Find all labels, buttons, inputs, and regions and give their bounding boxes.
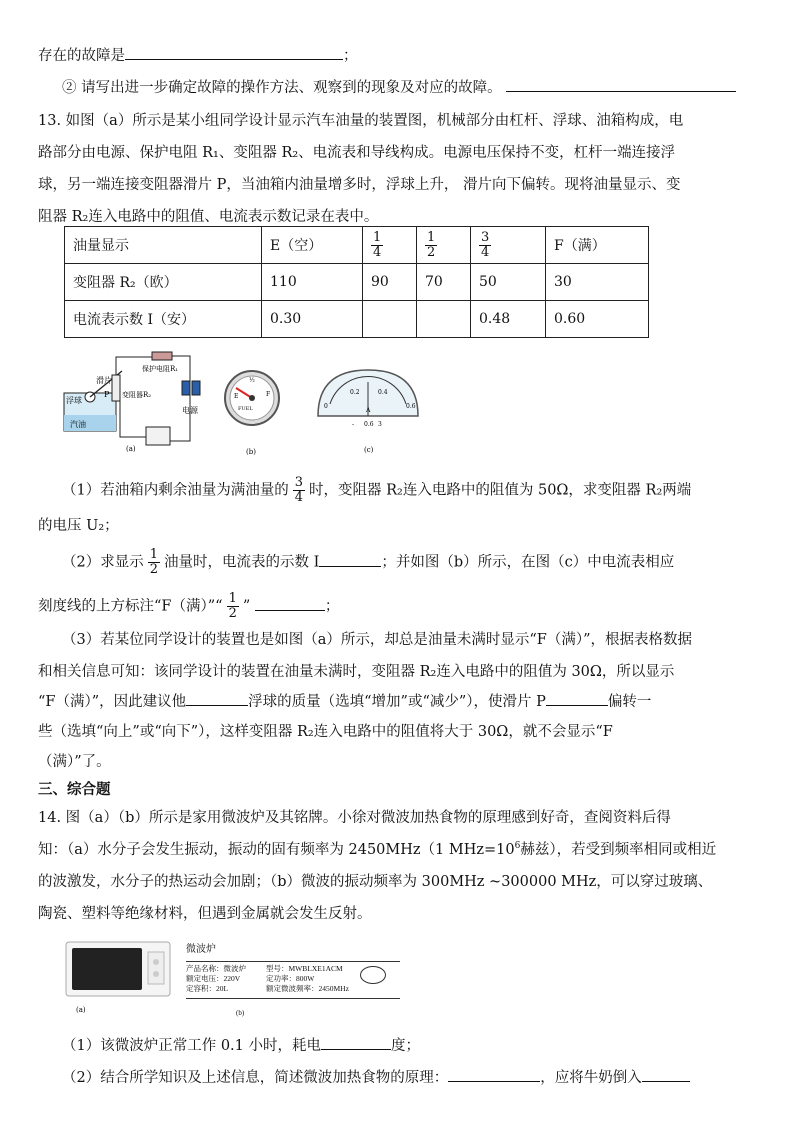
table-cell[interactable] — [363, 301, 417, 338]
question-13-part-3: 些（选填“向上”或“向下”），这样变阻器 R₂连入电路中的阻值将大于 30Ω，就不会显示“F — [38, 724, 613, 740]
answer-blank[interactable] — [642, 1066, 690, 1082]
figure-b-label: ½ — [249, 377, 255, 384]
table-cell: 0.30 — [262, 301, 363, 338]
nameplate-body: 产品名称：微波炉 型号：MWBLXE1ACM 额定电压：220V 定功率：800W 定容积：20L 额定微波频率：2450MHz — [186, 961, 400, 998]
table-cell: 110 — [262, 264, 363, 301]
question-13-part-3: 和相关信息可知：该同学设计的装置在油量未满时，变阻器 R₂连入电路中的阻值为 30Ω，所以显示 — [38, 664, 675, 680]
table-cell: 电流表示数 I（安） — [65, 301, 262, 338]
answer-blank[interactable] — [319, 551, 381, 567]
question-14-line: 知：（a）水分子会发生振动，振动的固有频率为 2450MHz（1 $MHz=10^6$赫兹），若受到频率相同或相近 — [38, 841, 717, 858]
table-row — [65, 264, 649, 301]
figure-c-label: 0.2 — [350, 389, 360, 396]
table-cell: 0.60 — [546, 301, 649, 338]
nameplate-title: 微波炉 — [186, 944, 216, 955]
question-13-line: 路部分由电源、保护电阻 R₁、变阻器 R₂、电流表和导线构成。电源电压保持不变，杠杆一端连接浮 — [38, 145, 676, 161]
table-cell[interactable] — [417, 301, 471, 338]
figure-c-label: 0 — [324, 403, 328, 410]
figure-b-fuel-gauge — [222, 358, 282, 458]
section-heading: 三、综合题 — [38, 782, 111, 798]
question-13-part-1: （1）若油箱内剩余油量为满油量的 $\frac{3}{4}$ 时，变阻器 R₂连入电路中的阻值为 50Ω，求变阻器 R₂两端 — [62, 475, 692, 505]
figure-b-label: E — [234, 393, 239, 400]
figure-b-label: (b) — [246, 448, 256, 456]
answer-blank[interactable] — [321, 1034, 391, 1050]
text-line: 存在的故障是 ； — [38, 44, 358, 65]
question-14-part-2: （2）结合所学知识及上述信息，简述微波加热食物的原理： ，应将牛奶倒入 — [62, 1066, 690, 1087]
figure-b-label: FUEL — [238, 406, 253, 412]
microwave-nameplate — [186, 940, 400, 1018]
table-cell: $\frac{3}{4}$ — [471, 227, 546, 264]
question-13-line: 球，另一端连接变阻器滑片 P，当油箱内油量增多时，浮球上升， 滑片向下偏转。现将油量显示、变 — [38, 177, 681, 193]
table-cell: 50 — [471, 264, 546, 301]
table-row — [65, 301, 649, 338]
certification-mark-icon — [360, 966, 386, 984]
question-14-part-1: （1）该微波炉正常工作 0.1 小时，耗电 度； — [62, 1034, 420, 1055]
question-13-part-3: （满）”了。 — [38, 754, 111, 770]
figure-a-label: 电源 — [182, 406, 198, 415]
question-13-part-1: 的电压 U₂； — [38, 518, 119, 534]
figure-c-label: 3 — [378, 421, 382, 428]
answer-blank[interactable] — [125, 44, 343, 60]
figure-a-label: 汽油 — [70, 420, 86, 429]
figure-a-label: P — [104, 390, 110, 399]
question-13-line: 13. 如图（a）所示是某小组同学设计显示汽车油量的装置图，机械部分由杠杆、浮球、油箱构成，电 — [38, 113, 684, 129]
figure-a-label: 浮球 — [66, 396, 82, 405]
oil-data-table — [64, 226, 649, 338]
figure-a-label: 保护电阻R₁ — [142, 365, 179, 373]
question-13-line: 阻器 R₂连入电路中的阻值、电流表示数记录在表中。 — [38, 209, 379, 225]
figure-caption: (b) — [186, 998, 400, 1017]
figure-a-label: 滑片 — [96, 376, 112, 385]
microwave-oven-image — [62, 938, 178, 1016]
question-13-part-3: （3）若某位同学设计的装置也是如图（a）所示，却总是油量未满时显示“F（满）”，根据表格数据 — [62, 632, 693, 648]
answer-blank[interactable] — [506, 76, 736, 92]
question-14-line: 14. 图（a）（b）所示是家用微波炉及其铭牌。小徐对微波加热食物的原理感到好奇，查阅资料后得 — [38, 810, 671, 826]
figure-b-label: F — [266, 391, 271, 398]
question-14-line: 的波激发，水分子的热运动会加剧；（b）微波的振动频率为 300MHz ~300000 MHz，可以穿过玻璃、 — [38, 874, 713, 890]
question-14-line: 陶瓷、塑料等绝缘材料，但遇到金属就会发生反射。 — [38, 906, 372, 922]
table-cell: 70 — [417, 264, 471, 301]
table-cell: 变阻器 R₂（欧） — [65, 264, 262, 301]
answer-blank[interactable] — [546, 690, 608, 706]
table-cell: $\frac{1}{2}$ — [417, 227, 471, 264]
figure-c-label: (c) — [364, 446, 374, 454]
question-13-part-2: 刻度线的上方标注“F（满）”“ $\frac{1}{2}$ ” ； — [38, 591, 340, 621]
figure-c-label: 0.6 — [364, 421, 374, 428]
figure-a-label: (a) — [126, 445, 136, 453]
answer-blank[interactable] — [186, 690, 248, 706]
table-cell: 30 — [546, 264, 649, 301]
table-cell: F（满） — [546, 227, 649, 264]
figure-caption: (a) — [76, 1006, 86, 1014]
figure-a-circuit-diagram — [60, 345, 210, 455]
figure-a-label: 变阻器R₂ — [122, 391, 152, 399]
figure-c-ammeter — [314, 364, 422, 456]
figure-c-label: 0.4 — [378, 389, 388, 396]
question-13-part-2: （2）求显示 $\frac{1}{2}$ 油量时，电流表的示数 I ；并如图（b）所示，在图（c）中电流表相应 — [62, 547, 675, 577]
table-cell: 90 — [363, 264, 417, 301]
answer-blank[interactable] — [255, 595, 325, 611]
figure-c-label: A — [366, 407, 371, 414]
table-cell: 0.48 — [471, 301, 546, 338]
table-cell: $\frac{1}{4}$ — [363, 227, 417, 264]
answer-blank[interactable] — [448, 1066, 540, 1082]
table-cell: 油量显示 — [65, 227, 262, 264]
table-row — [65, 227, 649, 264]
figure-c-label: 0.6 — [406, 403, 416, 410]
table-cell: E（空） — [262, 227, 363, 264]
figure-c-label: - — [352, 421, 355, 428]
text-line: ② 请写出进一步确定故障的操作方法、观察到的现象及对应的故障。 — [62, 76, 736, 97]
question-13-part-3: “F（满）”，因此建议他 浮球的质量（选填“增加”或“减少”），使滑片 P 偏转一 — [38, 690, 651, 711]
